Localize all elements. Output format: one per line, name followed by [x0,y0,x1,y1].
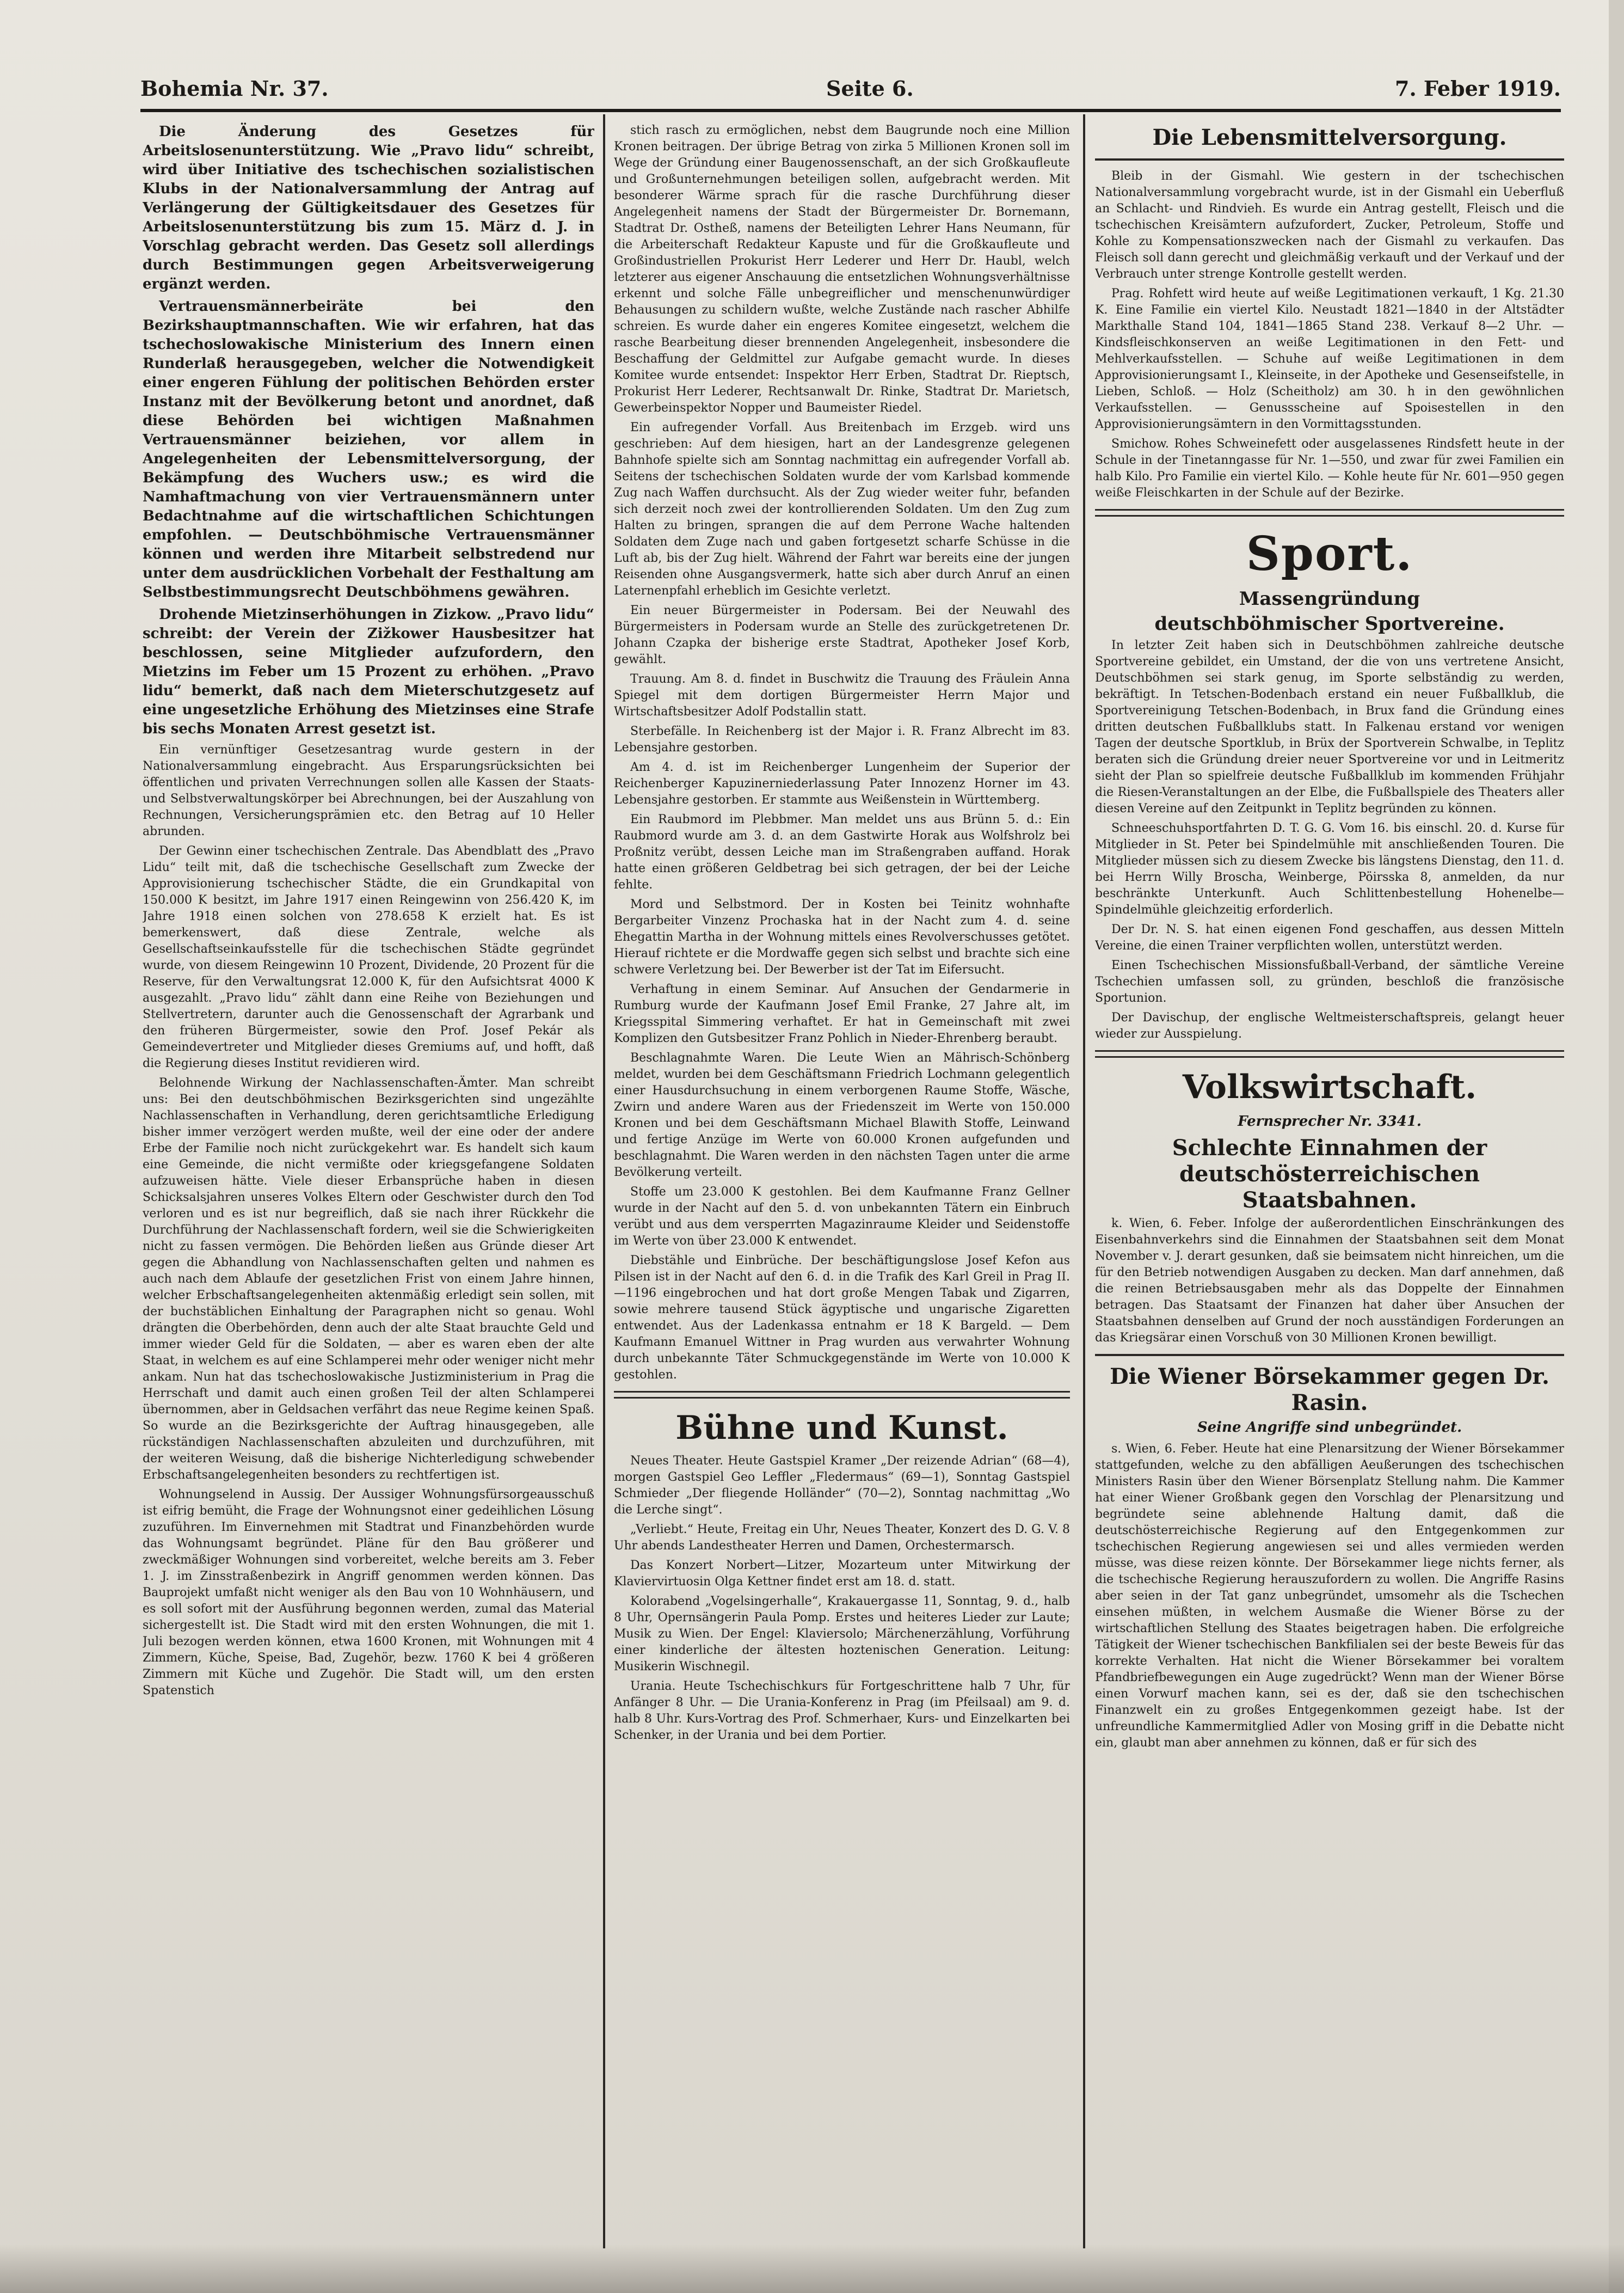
article-mietzinserhoehungen: Drohende Mietzinserhöhungen in Zizkow. „Pravo lidu“ schreibt: der Verein der Zižkower Hausbesitzer hat beschlossen, seine Mitglieder aufzufordern, den Mietzins im Feber um 15 Prozent zu erhöhen. „Pravo lidu“ bemerkt, daß nach dem Mieterschutzgesetz auf eine ungesetzliche Erhöhung des Mietzinses eine Strafe bis sechs Monaten Arrest gesetzt ist. [143,606,594,737]
bottom-shadow [0,2244,1624,2293]
page-header [140,76,1561,109]
article-gismahl: Bleib in der Gismahl. Wie gestern in der tschechischen Nationalversammlung vorgebracht wurde, ist in der Gismahl ein Ueberfluß an Schlacht- und Rindvieh. Es wurde ein Antrag gestellt, Fleisch und die tschechischen Kreisämtern aufzufordert, Zucker, Petroleum, Stoffe und Kohle zu Kompensationszwecken nach der Gismahl zu verkaufen. Das Fleisch soll dann gerecht und gleichmäßig verkauft und der Verkauf und der Verbrauch unter strenge Kontrolle gestellt werden. [1095,169,1564,281]
article-buergermeister-podersam: Ein neuer Bürgermeister in Podersam. Bei der Neuwahl des Bürgermeisters in Podersam wurde an Stelle des zurückgetretenen Dr. Johann Czapka der bisherige erste Stadtrat, Apotheker Josef Korb, gewählt. [614,604,1070,666]
article-davischup: Der Davischup, der englische Weltmeisterschaftspreis, gelangt heuer wieder zur Ausspielung. [1095,1011,1564,1041]
article-nachlassenschaften: Belohnende Wirkung der Nachlassenschaften-Ämter. Man schreibt uns: Bei den deutschböhmischen Bezirksgerichten sind ungezählte Nachlassenschaften in Verhandlung, deren gerichtsamtliche Erledigung bisher immer verzögert werden mußte, weil der eine oder der andere Erbe der Familie noch nicht zurückgekehrt war. Es handelt sich kaum eine Gemeinde, die nicht vermißte oder kriegsgefangene Soldaten aufzuweisen hätte. Viele dieser Erbansprüche haben in diesen Schicksalsjahren unseres Volkes Eltern oder Geschwister durch den Tod verloren und es ist nur begreiflich, daß sie nach ihrer Rückkehr die Durchführung der Nachlassenschaft fordern, weil sie die Schwierigkeiten nicht zu fassen vermögen. Die Behörden ließen aus Gründe dieser Art gegen die Abhandlung von Nachlassenschaften gelten und nahmen es auch nach dem Ablaufe der gesetzlichen Frist von einem Jahre hinnen, welcher Erbschaftsangelegenheiten aktenmäßig erledigt sein sollen, mit der buchstäblichen Einhaltung der Paragraphen nicht so genau. Wohl drängten die Oberbehörden, denn auch der alte Staat brauchte Geld und immer wieder Geld für die Soldaten, — aber es waren eben der alte Staat, in welchem es auf eine Schlamperei mehr oder weniger nicht mehr ankam. Nun hat das tschechoslowakische Justizministerium in Prag die Herrschaft und damit auch einen großen Teil der alten Schlamperei übernommen, aber in Geldsachen verfährt das neue Regime keinen Spaß. So wurde an die Bezirksgerichte der Auftrag hinausgegeben, alle rückständigen Nachlassenschaften abzuleiten und durchzuführen, mit der weiteren Weisung, daß die bisherige Nichterledigung schwebender Erbschaftsangelegenheiten besonders zu rechtfertigen ist. [143,1076,594,1482]
article-verhaftung: Verhaftung in einem Seminar. Auf Ansuchen der Gendarmerie in Rumburg wurde der Kaufmann Josef Emil Franke, 27 Jahre alt, im Kriegsspital Simmering verhaftet. Er hat in Gemeinschaft mit zwei Komplizen den Gutsbesitzer Franz Pohlich in Nieder-Ehrenberg beraubt. [614,983,1070,1045]
volkswirtschaft-phone: Fernsprecher Nr. 3341. [1238,1113,1422,1130]
header-rule [140,109,1561,112]
headline-staatsbahnen: Schlechte Einnahmen der deutschösterreichischen Staatsbahnen. [1172,1135,1487,1213]
header-paper-issue: Bohemia Nr. 37. [140,76,329,101]
headline-boersekammer: Die Wiener Börsekammer gegen Dr. Rasin. [1110,1364,1549,1415]
section-divider [1095,1050,1564,1058]
article-smichow: Smichow. Rohes Schweinefett oder ausgelassenes Rindsfett heute in der Schule in der Tinetanngasse für Nr. 1—550, und zwar für zwei Familien ein halb Kilo. Pro Familie ein viertel Kilo. — Kohle heute für Nr. 601—950 gegen weiße Fleischkarten in der Schule auf der Bezirke. [1095,437,1564,500]
column-rule-1 [603,114,605,2248]
page-edge [1609,0,1624,2293]
article-sterbefaelle: Sterbefälle. In Reichenberg ist der Major i. R. Franz Albrecht im 83. Lebensjahre gestorben. [614,725,1070,755]
sport-subheading-2: deutschböhmischer Sportvereine. [1154,613,1505,635]
article-staatsbahnen: k. Wien, 6. Feber. Infolge der außerordentlichen Einschränkungen des Eisenbahnverkehrs sind die Einnahmen der Staatsbahnen seit dem Monat November v. J. derart gesunken, daß sie beimsatem nicht hinreichen, um die für den Betrieb notwendigen Ausgaben zu decken. Man darf annehmen, daß die reinen Betriebsausgaben mehr als das Doppelte der Einnahmen betragen. Das Staatsamt der Finanzen hat daher über Ansuchen der Staatsbahnen denselben auf Grund der noch ausständigen Forderungen an das Kriegsärar einen Vorschuß von 30 Millionen Kronen bewilligt. [1095,1217,1564,1345]
article-verliebt: „Verliebt.“ Heute, Freitag ein Uhr, Neues Theater, Konzert des D. G. V. 8 Uhr abends Landestheater Herren und Damen, Orchestermarsch. [614,1523,1070,1553]
article-vertrauensmaenner: Vertrauensmännerbeiräte bei den Bezirkshauptmannschaften. Wie wir erfahren, hat das tschechoslowakische Ministerium des Innern einen Runderlaß herausgegeben, welcher die Notwendigkeit einer engeren Fühlung der politischen Behörden erster Instanz mit der Bevölkerung betont und anordnet, daß diese Behörden bei wichtigen Maßnahmen Vertrauensmänner beiziehen, vor allem in Angelegenheiten der Lebensmittelversorgung, der Bekämpfung des Wuchers usw.; es wird die Namhaftmachung von vier Vertrauensmännern unter Bedachtnahme auf die wirtschaftlichen Schichtungen empfohlen. — Deutschböhmische Vertrauensmänner können und werden ihre Mitarbeit selbstredend nur unter dem ausdrücklichen Vorbehalt der Festhaltung am Selbstbestimmungsrecht Deutschböhmens gewähren. [143,298,594,600]
article-diebstaehle: Diebstähle und Einbrüche. Der beschäftigungslose Josef Kefon aus Pilsen ist in der Nacht auf den 6. d. in die Trafik des Karl Greil in Prag II.—1196 eingebrochen und hat dort große Mengen Tabak und Zigarren, sowie mehrere tausend Stück ägyptische und ungarische Zigaretten entwendet. Aus der Ladenkassa entnahm er 18 K Bargeld. — Dem Kaufmann Emanuel Wittner in Prag wurden aus verwahrter Wohnung durch unbekannte Täter Schmuckgegenstände im Werte von 10.000 K gestohlen. [614,1254,1070,1382]
section-title-sport: Sport. [1246,526,1413,581]
section-divider [1095,158,1564,161]
article-fond: Der Dr. N. S. hat einen eigenen Fond geschaffen, aus dessen Mitteln Vereine, die einen Trainer verpflichten wollen, unterstützt werden. [1095,923,1564,953]
article-beschlagnahmte-waren: Beschlagnahmte Waren. Die Leute Wien an Mährisch-Schönberg meldet, wurden bei dem Geschäftsmann Friedrich Lochmann gelegentlich einer Hausdurchsuchung in einem verborgenen Raume Stoffe, Wäsche, Zwirn und andere Waren aus der Friedenszeit im Werte von 150.000 Kronen und bei dem Geschäftsmann Michael Blawith Stoffe, Leinwand und fertige Anzüge im Werte von 60.000 Kronen aufgefunden und beschlagnahmt. Die Waren werden in den nächsten Tagen unter die arme Bevölkerung verteilt. [614,1051,1070,1179]
column-2 [614,122,1070,2246]
subheadline-boersekammer: Seine Angriffe sind unbegründet. [1197,1419,1462,1436]
article-schneeschuh: Schneeschuhsportfahrten D. T. G. G. Vom 16. bis einschl. 20. d. Kurse für Mitglieder in St. Peter bei Spindelmühle mit anschließenden Touren. Die Mitglieder müssen sich zu diesem Zwecke bis längstens Dienstag, den 11. d. bei Herrn Willy Broscha, Weinberge, Pöirsska 8, anmelden, da nur beschränkte Unterkunft. Auch Schlittenbestellung Hohenelbe—Spindelmühle gleichzeitig erforderlich. [1095,821,1564,917]
article-trauung: Trauung. Am 8. d. findet in Buschwitz die Trauung des Fräulein Anna Spiegel mit dem dortigen Bürgermeister Herrn Major und Wirtschaftsbesitzer Adolf Podstallin statt. [614,672,1070,719]
header-page-number: Seite 6. [826,76,914,101]
article-prag-rohfett: Prag. Rohfett wird heute auf weiße Legitimationen verkauft, 1 Kg. 21.30 K. Eine Familie ein viertel Kilo. Neustadt 1821—1840 in der Altstädter Markthalle Stand 104, 1841—1865 Stand 238. Verkauf 8—2 Uhr. — Kindsfleischkonserven an weiße Legitimationen in den Fett- und Mehlverkaufsstellen. — Schuhe auf weiße Legitimationen in dem Approvisionierungsamt I., Kleinseite, in der Apotheke und Gesenseifstelle, in Lieben, Schloß. — Holz (Scheitholz) am 30. h in den gewöhnlichen Verkaufsstellen. — Genussscheine auf Spoisestellen in den Approvisionierungsämtern in den Vormittagsstunden. [1095,287,1564,431]
section-title-lebensmittel: Die Lebensmittelversorgung. [1152,125,1507,150]
column-3 [1095,122,1564,2246]
article-konzert: Das Konzert Norbert—Litzer, Mozarteum unter Mitwirkung der Klaviervirtuosin Olga Kettner findet erst am 18. d. statt. [614,1559,1070,1589]
section-title-buehne: Bühne und Kunst. [675,1409,1008,1447]
section-divider [1095,1354,1564,1356]
article-sportvereine: In letzter Zeit haben sich in Deutschböhmen zahlreiche deutsche Sportvereine gebildet, ein Umstand, der die von uns vertretene Ansicht, Deutschböhmen sei stark genug, im Sporte selbständig zu werden, bekräftigt. In Tetschen-Bodenbach erstand ein neuer Fußballklub, die Sportvereinigung Tetschen-Bodenbach, in Brux fand die Gründung eines dritten deutschen Fußballklubs statt. In Falkenau erstand vor wenigen Tagen der deutsche Sportklub, in Brüx der Sportverein Schwalbe, in Teplitz beraten sich die Gründung dreier neuer Sportvereine vor und in Leitmeritz sieht der Plan so spielfreie deutsche Fußballklub im kommenden Frühjahr die Riesen-Veranstaltungen an der Elbe, die Fußballspiele des Theaters aller diesen Vereine auf den Zeitpunkt in Teplitz begründen zu können. [1095,639,1564,816]
article-gesetzesantrag: Ein vernünftiger Gesetzesantrag wurde gestern in der Nationalversammlung eingebracht. Aus Ersparungsrücksichten bei öffentlichen und privaten Verrechnungen sollen alle Kassen der Staats- und Selbstverwaltungskörper bei Abrechnungen, bei der Auszahlung von Rechnungen, Versicherungsprämien etc. den Betrag auf 10 Heller abrunden. [143,743,594,838]
sport-subheading-1: Massengründung [1239,588,1420,610]
article-kolorabend: Kolorabend „Vogelsingerhalle“, Krakauergasse 11, Sonntag, 9. d., halb 8 Uhr, Opernsängerin Paula Pomp. Erstes und heiteres Lieder zur Laute; Musik zu Wien. Der Engel: Klaviersolo; Märchenerzählung, Vorführung einer kinderliche der ältesten hoztenischen Generation. Leitung: Musikerin Wischnegil. [614,1595,1070,1673]
article-boersekammer: s. Wien, 6. Feber. Heute hat eine Plenarsitzung der Wiener Börsekammer stattgefunden, welche zu den abfälligen Aeußerungen des tschechischen Ministers Rasin über den Wiener Börsenplatz Stellung nahm. Die Kammer hat einer Wiener Großbank gegen den Vorschlag der Plenarsitzung und begründete seine ablehnende Haltung damit, daß die deutschösterreichische Regierung auf den Entgegenkommen zur tschechischen Regierung angewiesen sei und alles vermieden werden müsse, was diese reizen könnte. Der Börsekammer liege nichts ferner, als die tschechische Regierung herauszufordern zu wollen. Die Angriffe Rasins aber seien in der Tat ganz unbegründet, umsomehr als die Tschechen einsehen müßten, in welchem Ausmaße die Wiener Börse zu der wirtschaftlichen Stellung des Staates beigetragen haben. Die erfolgreiche Tätigkeit der Wiener tschechischen Bankfilialen sei der beste Beweis für das korrekte Verhalten. Hat nicht die Wiener Börsekammer bei voraltem Pfandbriefbewegungen ein Auge zugedrückt? Wenn man der Wiener Börse einen Vorwurf machen kann, sei es der, daß sie den tschechischen Finanzwelt ein zu großes Entgegenkommen gezeigt habe. Ist der unfreundliche Kammermitglied Adler von Mosing griff in die Debatte nicht ein, glaubt man aber annehmen zu können, daß er für sich des [1095,1442,1564,1750]
article-urania: Urania. Heute Tschechischkurs für Fortgeschrittene halb 7 Uhr, für Anfänger 8 Uhr. — Die Urania-Konferenz in Prag (im Pfeilsaal) am 9. d. halb 8 Uhr. Kurs-Vortrag des Prof. Schmerhaer, Kurs- und Einzelkarten bei Schenker, in der Urania und bei dem Portier. [614,1679,1070,1742]
article-wohnungselend-cont: stich rasch zu ermöglichen, nebst dem Baugrunde noch eine Million Kronen beitragen. Der übrige Betrag von zirka 5 Millionen Kronen soll im Wege der Gründung einer Baugenossenschaft, an der sich Großkaufleute und Großunternehmungen beteiligen sollen, aufgebracht werden. Mit besonderer Wärme sprach für die rasche Durchführung dieser Angelegenheit namens der Stadt der Bürgermeister Dr. Bornemann, Stadtrat Dr. Ostheß, namens der Beteiligten Lehrer Hans Neumann, für die Arbeiterschaft Redakteur Kapuste und für die Großkaufleute und Großindustriellen Prokurist Herr Lederer und Herr Dr. Haubl, welch letzterer aus eigener Anschauung die entsetzlichen Wohnungsverhältnisse erkennt und solche Fälle unbegreiflicher und menschenunwürdiger Behausungen zu schildern wußte, welche Zustände nach rascher Abhilfe schreien. Es wurde daher ein engeres Komitee eingesetzt, welchem die rasche Bearbeitung dieser brennenden Angelegenheit, insbesondere die Beschaffung der Geldmittel zur Aufgabe gemacht wurde. In dieses Komitee wurde entsendet: Inspektor Herr Erben, Stadtrat Dr. Rieptsch, Prokurist Herr Lederer, Rechtsanwalt Dr. Rinke, Stadtrat Dr. Marietsch, Gewerbeinspektor Nopper und Baumeister Riedel. [614,124,1070,415]
section-divider [614,1391,1070,1399]
column-rule-2 [1083,114,1085,2248]
article-sterbefall-horner: Am 4. d. ist im Reichenberger Lungenheim der Superior der Reichenberger Kapuzinerniederlassung Pater Innozenz Horner im 43. Lebensjahre gestorben. Er stammte aus Weißenstein in Württemberg. [614,761,1070,807]
article-stoffe-gestohlen: Stoffe um 23.000 K gestohlen. Bei dem Kaufmanne Franz Gellner wurde in der Nacht auf den 5. d. von unbekannten Tätern ein Einbruch verübt und aus dem versperrten Magazinraume Kleider und Seidenstoffe im Werte von über 23.000 K entwendet. [614,1185,1070,1248]
header-date: 7. Feber 1919. [1395,76,1561,101]
article-arbeitslosenunterstuetzung: Die Änderung des Gesetzes für Arbeitslosenunterstützung. Wie „Pravo lidu“ schreibt, wird über Initiative des tschechischen sozialistischen Klubs in der Nationalversammlung der Antrag auf Verlängerung der Gültigkeitsdauer des Gesetzes für Arbeitslosenunterstützung bis zum 15. März d. J. in Vorschlag gebracht werden. Das Gesetz soll allerdings durch Bestimmungen gegen Arbeitsverweigerung ergänzt werden. [143,124,594,292]
article-zentrale-gewinn: Der Gewinn einer tschechischen Zentrale. Das Abendblatt des „Pravo Lidu“ teilt mit, daß die tschechische Gesellschaft zum Zwecke der Approvisionierung tschechischer Städte, die ein Grundkapital von 150.000 K besitzt, im Jahre 1917 einen Reingewinn von 256.420 K, im Jahre 1918 einen solchen von 278.658 K erzielt hat. Es ist bemerkenswert, daß diese Zentrale, welche als Gesellschaftseinkaufsstelle für die tschechischen Städte gegründet wurde, von diesem Reingewinn 10 Prozent, Dividende, 20 Prozent für die Reserve, für den Verwaltungsrat 12.000 K, für den Aufsichtsrat 4000 K ausgezahlt. „Pravo lidu“ zählt dann eine Reihe von Beziehungen und Stellvertretern, darunter auch die Genossenschaft der Agrarbank und den früheren Bürgermeister, sowie den Prof. Josef Pekár als Gemeindevertreter und Mitglieder dieses Gremiums auf, und hofft, daß die Regierung dieses Institut revidieren wird. [143,844,594,1070]
section-divider [1095,509,1564,517]
article-wohnungselend-aussig: Wohnungselend in Aussig. Der Aussiger Wohnungsfürsorgeausschuß ist eifrig bemüht, die Frage der Wohnungsnot einer gedeihlichen Lösung zuzuführen. Im Einvernehmen mit Stadtrat und Finanzbehörden wurde das Wohnungsamt begründet. Pläne für den Bau größerer und zweckmäßiger Wohnungen sind vorbereitet, welche bereits am 3. Feber 1. J. im Zinsstraßenbezirk in Angriff genommen werden können. Das Bauprojekt umfaßt nicht weniger als den Bau von 10 Wohnhäusern, und es soll sofort mit der Ausführung begonnen werden, zumal das Material sichergestellt ist. Die Stadt wird mit den ersten Wohnungen, die mit 1. Juli bezogen werden können, etwa 1600 Kronen, mit Wohnungen mit 4 Zimmern, Küche, Speise, Bad, Zugehör, bezw. 1760 K bei 4 größeren Zimmern mit Küche und Zugehör. Die Stadt will, um den ersten Spatenstich [143,1488,594,1697]
section-title-volkswirtschaft: Volkswirtschaft. [1182,1068,1477,1106]
article-raubmord: Ein Raubmord im Plebbmer. Man meldet uns aus Brünn 5. d.: Ein Raubmord wurde am 3. d. an dem Gastwirte Horak aus Wolfshrolz bei Proßnitz verübt, dessen Leiche man im Straßengraben auffand. Horak hatte einen größeren Geldbetrag bei sich getragen, der bei der Leiche fehlte. [614,813,1070,892]
article-neues-theater: Neues Theater. Heute Gastspiel Kramer „Der reizende Adrian“ (68—4), morgen Gastspiel Geo Leffler „Fledermaus“ (69—1), Sonntag Gastspiel Schmieder „Der fliegende Holländer“ (70—2), Sonntag nachmittag „Wo die Lerche singt“. [614,1454,1070,1517]
article-fussballverband: Einen Tschechischen Missionsfußball-Verband, der sämtliche Vereine Tschechien umfassen soll, zu gründen, beschloß die französische Sportunion. [1095,959,1564,1005]
column-1 [143,122,594,2246]
article-mord-selbstmord: Mord und Selbstmord. Der in Kosten bei Teinitz wohnhafte Bergarbeiter Vinzenz Prochaska hat in der Nacht zum 4. d. seine Ehegattin Martha in der Wohnung mittels eines Revolverschusses getötet. Hierauf richtete er die Mordwaffe gegen sich selbst und brachte sich eine schwere Verletzung bei. Der Bewerber ist der Tat im Eifersucht. [614,898,1070,977]
article-aufregender-vorfall: Ein aufregender Vorfall. Aus Breitenbach im Erzgeb. wird uns geschrieben: Auf dem hiesigen, hart an der Landesgrenze gelegenen Bahnhofe spielte sich am Sonntag nachmittag ein aufregender Vorfall ab. Seitens der tschechischen Soldaten wurde der vom Karlsbad kommende Zug nach Waffen durchsucht. Als der Zug wieder weiter fuhr, befanden sich derzeit noch zwei der kontrollierenden Soldaten. Um den Zug zum Halten zu bringen, sprangen die auf dem Perrone Wache haltenden Soldaten dem Zuge nach und gaben fortgesetzt scharfe Schüsse in die Luft ab, bis der Zug hielt. Während der Fahrt war bereits eine der jungen Reisenden ohne Ausgangsvermerk, hatte sich aber durch Anruf an einen Laternenpfahl erheblich im Gesichte verletzt. [614,421,1070,598]
